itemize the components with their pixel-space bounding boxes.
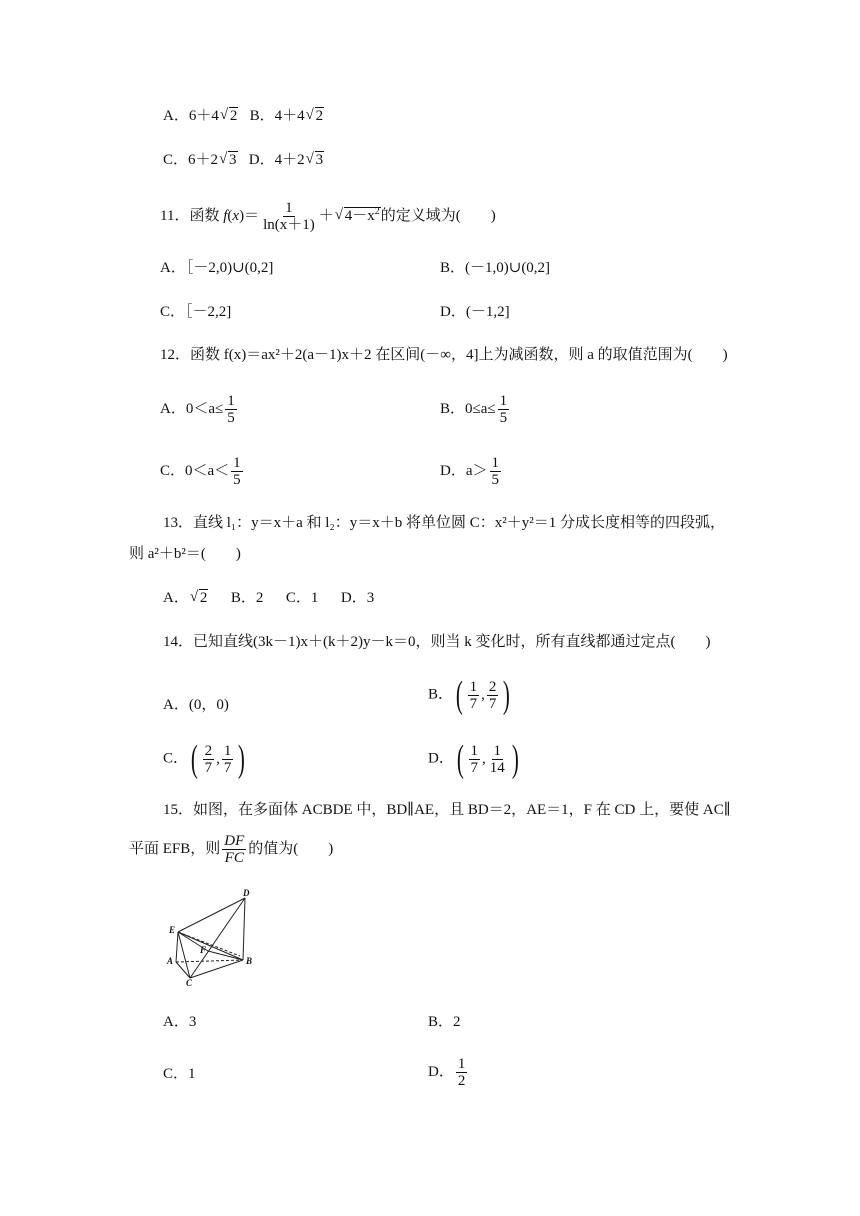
q10-option-b-sqrt: √ 2 (305, 107, 324, 124)
q11-option-b: B．(－1,0)∪(0,2] (440, 260, 551, 276)
q10-option-a-value: 6＋4 (188, 108, 219, 124)
q11-option-a: A．［－2,0)∪(0,2] (160, 260, 274, 276)
q13-stem-line1: 13．直线 l₁：y＝x＋a 和 l₂：y＝x＋b 将单位圆 C：x²＋y²＝1 分成长度相等的四段弧， (163, 515, 725, 531)
q12-option-b: B．0≤a≤ $\frac{1}{5}$ (440, 393, 508, 426)
q11-stem: 11．函数 f(x)＝ $\frac{1}{\ln(x+1)}$ ＋ √ $4-x^2$的定义域为( ) (160, 200, 496, 233)
edge-dc (190, 898, 245, 978)
q12-option-a: A．0＜a≤ $\frac{1}{5}$ (160, 393, 235, 426)
q10-option-d-value: 4＋2 (274, 152, 305, 168)
edge-db (243, 898, 245, 960)
label-e: E (169, 925, 176, 935)
q15-option-c: C．1 (163, 1066, 196, 1082)
q15-option-b: B．2 (428, 1014, 461, 1030)
q10-option-c-sqrt: √ 3 (219, 151, 237, 168)
q12-option-d: D．a＞ $\frac{1}{5}$ (440, 455, 499, 488)
edge-cb (190, 960, 243, 978)
q11-fraction: $\frac{1}{\ln(x+1)}$ (263, 200, 315, 233)
q14-option-c: C． ( $\frac{2}{7}$ , $\frac{1}{7}$ ) (163, 738, 246, 780)
label-c: C (186, 978, 193, 986)
q11-option-d: D．(－1,2] (440, 304, 510, 320)
q15-stem-line1: 15．如图，在多面体 ACBDE 中，BD∥AE，且 BD＝2，AE＝1，F 在 CD 上，要使 AC∥ (163, 802, 731, 818)
q15-option-d: D． $\frac{1}{2}$ (428, 1056, 466, 1089)
q14-stem: 14．已知直线(3k－1)x＋(k＋2)y－k＝0，则当 k 变化时，所有直线都通过定点( ) (163, 634, 711, 650)
q15-option-a: A．3 (163, 1014, 197, 1030)
q10-option-d-label: D． (248, 152, 275, 168)
q10-option-d-sqrt: √ 3 (305, 151, 324, 168)
q10-options-row2 (163, 150, 324, 170)
q12-option-c: C．0＜a＜ $\frac{1}{5}$ (160, 455, 241, 488)
q10-option-b-value: 4＋4 (274, 108, 305, 124)
q10-options-row1 (163, 106, 324, 126)
q14-option-d: D． ( $\frac{1}{7}$ , $\frac{1}{14}$ ) (428, 738, 519, 780)
q11-option-c: C．［－2,2] (160, 304, 232, 320)
q14-option-a: A．(0，0) (163, 697, 229, 713)
edge-ea (176, 932, 178, 962)
label-a: A (167, 956, 174, 966)
q11-sqrt: √ $4-x^2$ (334, 205, 380, 224)
q14-option-b: B． ( $\frac{1}{7}$ , $\frac{2}{7}$ ) (428, 674, 511, 716)
q15-fraction: $\frac{DF}{FC}$ (224, 833, 245, 866)
label-f: F (200, 945, 207, 955)
q12-stem: 12．函数 f(x)＝ax²＋2(a－1)x＋2 在区间(－∞，4]上为减函数，则 a 的取值范围为( ) (160, 347, 728, 363)
label-b: B (246, 956, 253, 966)
q10-option-a-sqrt: √ 2 (219, 107, 238, 124)
q13-options: A． √ 2 B．2 C．1 D．3 (163, 589, 375, 606)
label-d: D (243, 888, 250, 898)
q15-stem-line2: 平面 EFB，则 $\frac{DF}{FC}$ 的值为( ) (129, 833, 334, 866)
polyhedron-figure (160, 886, 270, 986)
q10-option-a-label: A． (163, 108, 189, 124)
q13-stem-line2: 则 a²＋b²＝( ) (129, 546, 241, 562)
q10-option-c-label: C． (163, 152, 189, 168)
edge-ed (178, 898, 245, 932)
q10-option-c-value: 6＋2 (188, 152, 219, 168)
q10-option-b-label: B． (249, 108, 275, 124)
